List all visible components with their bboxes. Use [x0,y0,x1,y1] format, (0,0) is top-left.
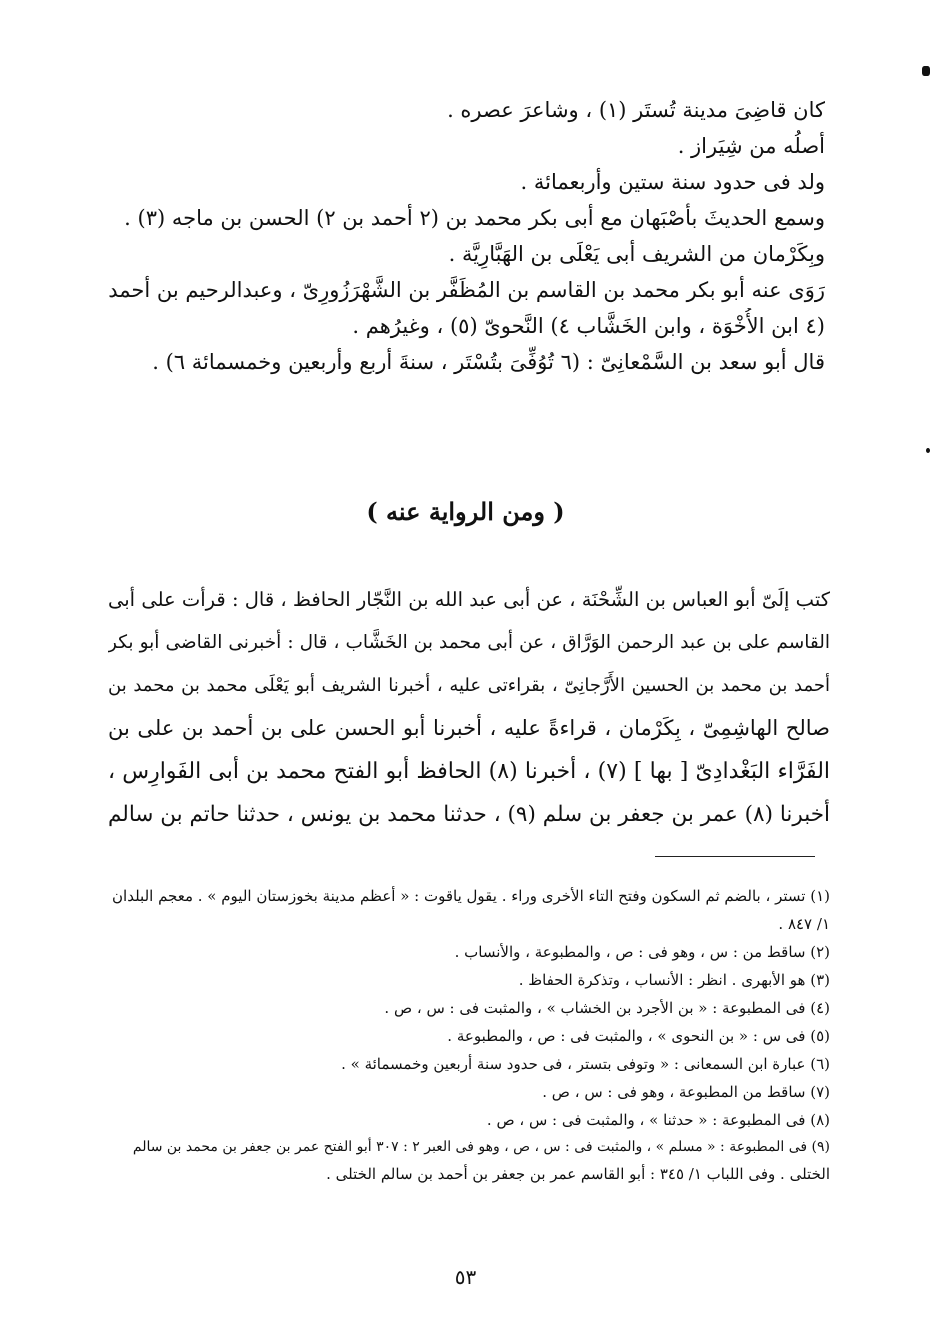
footnote-line: (٨) فى المطبوعة : « حدثنا » ، والمثبت فى : س ، ص . [486,1111,830,1129]
page-edge-mark [926,448,930,453]
narration-line: صالح الهاشِمِىّ ، بِكَرْمان ، قراءةً عليه ، أخبرنا أبو الحسن على بن أحمد بن على بن [108,716,830,740]
footnote-line: (٦) عبارة ابن السمعانى : « وتوفى بتستر ، فى حدود سنة أربعين وخمسمائة » . [341,1055,830,1073]
biography-line: وسمع الحديثَ بأصْبَهان مع أبى بكر محمد بن (٢ أحمد بن ٢) الحسن بن ماجه (٣) . [124,206,825,230]
narration-paragraph [108,578,830,836]
footnotes [112,882,830,1188]
footnote-line: ١/ ٨٤٧ . [778,915,830,933]
biography-line: كان قاضِىَ مدينة تُستَر (١) ، وشاعرَ عصره . [447,98,825,122]
biography-line: (٤ ابن الأُخْوَة ، وابن الخَشَّاب ٤) النَّحوىّ (٥) ، وغيرُهم . [352,314,825,338]
footnote-line: (٥) فى س : « بن النحوى » ، والمثبت فى : ص ، والمطبوعة . [447,1027,830,1045]
footnote-line: (٣) هو الأبهرى . انظر : الأنساب ، وتذكرة الحفاظ . [518,971,830,989]
narration-line: أحمد بن محمد بن الحسين الأَرَّجانِىّ ، بقراءتى عليه ، أخبرنا الشريف أبو يَعْلَى محمد بن محمد بن [108,675,830,696]
section-heading: ( ومن الرواية عنه ) [366,497,565,526]
narration-line: أخبرنا (٨) عمر بن جعفر بن سلم (٩) ، حدثنا محمد بن يونس ، حدثنا حاتم بن سالم [108,802,830,827]
biography-line: رَوَى عنه أبو بكر محمد بن القاسم بن المُظَفَّر بن الشَّهْرَزُورِىّ ، وعبدالرحيم بن أحمد [108,278,825,302]
footnote-line: (١) تستر ، بالضم ثم السكون وفتح التاء الأخرى وراء . يقول ياقوت : « أعظم مدينة بخوزستان اليوم » . معجم البلدان [112,887,830,905]
footnote-line: (٩) فى المطبوعة : « مسلم » ، والمثبت فى : س ، ص ، وهو فى العبر ٢ : ٣٠٧ أبو الفتح عمر بن جعفر بن محمد بن سالم [132,1139,830,1155]
footnote-line: (٢) ساقط من : س ، وهو فى : ص ، والمطبوعة ، والأنساب . [454,943,830,961]
biography-line: قال أبو سعد بن السَّمْعانِىّ : (٦ تُوُفِّىَ بتُسْتَر ، سنةَ أربع وأربعين وخمسمائة ٦) . [152,350,825,374]
page-number: ٥٣ [454,1265,477,1289]
biography-line: وبِكَرْمان من الشريف أبى يَعْلَى بن الهَبَّارِيَّة . [448,242,825,266]
biography-entry [100,92,825,380]
page-edge-mark [922,66,930,76]
footnote-line: (٤) فى المطبوعة : « بن الأجرد بن الخشاب » ، والمثبت فى : س ، ص . [384,999,830,1017]
footnote-separator [655,856,815,857]
biography-line: أصلُه من شِيَراز . [677,134,825,158]
narration-line: الفَرَّاء البَغْدادِىّ [ بها ] (٧) ، أخبرنا (٨) الحافظ أبو الفتح محمد بن أبى الفَوارِس ، [108,759,830,784]
footnote-line: (٧) ساقط من المطبوعة ، وهو فى : س ، ص . [542,1083,830,1101]
biography-line: ولد فى حدود سنة ستين وأربعمائة . [520,170,825,194]
narration-line: القاسم على بن عبد الرحمن الوَرَّاق ، عن أبى محمد بن الخَشَّاب ، قال : أخبرنى القاضى أبو بكر [108,632,830,653]
footnote-line: الختلى . وفى اللباب ١/ ٣٤٥ : أبو القاسم عمر بن جعفر بن أحمد بن سالم الختلى . [326,1165,830,1183]
narration-line: كتب إلَىّ أبو العباس بن الشِّحْنَة ، عن أبى عبد الله بن النَّجّار الحافظ ، قال : قرأت على أبى [108,588,830,611]
